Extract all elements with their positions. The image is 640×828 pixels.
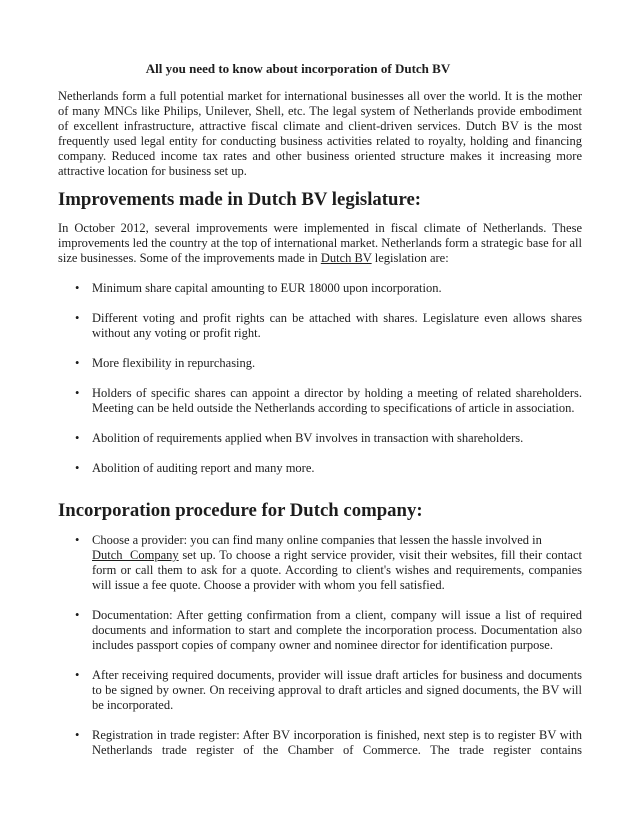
bullet-marker: • <box>75 608 80 622</box>
bullet-marker: • <box>75 311 80 325</box>
document-title: All you need to know about incorporation of Dutch BV <box>145 61 451 76</box>
bullet-text: Abolition of requirements applied when BV involves in transaction with shareholders. <box>92 431 524 445</box>
bullet-text: Different voting and profit rights can be attached with shares. Legislature even allows shares without any voting or profit right. <box>92 311 582 340</box>
dutch-company-link[interactable]: Dutch Company <box>92 548 179 562</box>
bullet-text: Registration in trade register: After BV incorporation is finished, next step is to register BV with Netherlands trade register of the Chamber of Commerce. The trade register contains <box>92 728 582 757</box>
section-heading-improvements: Improvements made in Dutch BV legislature: <box>58 189 422 210</box>
list-item <box>58 386 582 416</box>
choose-provider-after: set up. To choose a right service provider, visit their websites, fill their contact form or call them to ask for a quote. According to client's wishes and requirements, companies will issue a fee quote. Choose a provider with whom you fell satisfied. <box>92 548 582 592</box>
bullet-marker: • <box>75 431 80 445</box>
bullet-marker: • <box>75 461 80 475</box>
bullet-marker: • <box>75 356 80 370</box>
list-item <box>58 668 582 713</box>
choose-provider-first-line: Choose a provider: you can find many online companies that lessen the hassle involved in <box>92 533 542 547</box>
list-item <box>58 281 582 296</box>
bullet-marker: • <box>75 533 80 547</box>
bullet-text: Minimum share capital amounting to EUR 18000 upon incorporation. <box>92 281 442 295</box>
improvements-intro-before: In October 2012, several improvements were implemented in fiscal climate of Netherlands. These improvements led the country at the top of international market. Netherlands form a strategic base for all size businesses. Some of the improvements made in <box>58 221 582 265</box>
bullet-marker: • <box>75 728 80 742</box>
bullet-text: Holders of specific shares can appoint a director by holding a meeting of related shareholders. Meeting can be held outside the Netherlands according to specifications of article in association. <box>92 386 582 415</box>
choose-provider-rest <box>92 548 582 593</box>
list-item <box>58 533 582 593</box>
bullet-text: After receiving required documents, provider will issue draft articles for business and documents to be signed by owner. On receiving approval to draft articles and signed documents, the BV will be incorporated. <box>92 668 582 712</box>
dutch-bv-link[interactable]: Dutch BV <box>320 251 372 265</box>
bullet-marker: • <box>75 668 80 682</box>
bullet-marker: • <box>75 281 80 295</box>
list-item <box>58 461 582 476</box>
improvements-intro-paragraph <box>58 221 582 266</box>
intro-paragraph: Netherlands form a full potential market for international businesses all over the world. It is the mother of many MNCs like Philips, Unilever, Shell, etc. The legal system of Netherlands provide embodiment of excellent infrastructure, attractive fiscal climate and client-driven services. Dutch BV is the most frequently used legal entity for conducting business activities related to royalty, holding and financing company. Reduced income tax rates and other business oriented structure makes it increasing more attractive location for business set up. <box>58 89 582 178</box>
list-item <box>58 431 582 446</box>
list-item <box>58 356 582 371</box>
procedure-list <box>58 533 582 758</box>
list-item <box>58 311 582 341</box>
bullet-text: Abolition of auditing report and many more. <box>92 461 315 475</box>
bullet-marker: • <box>75 386 80 400</box>
list-item <box>58 608 582 653</box>
list-item <box>58 728 582 758</box>
section-heading-procedure: Incorporation procedure for Dutch company: <box>58 500 423 521</box>
improvements-intro-after: legislation are: <box>371 251 449 265</box>
improvements-list <box>58 281 582 476</box>
bullet-text: More flexibility in repurchasing. <box>92 356 256 370</box>
bullet-text: Documentation: After getting confirmation from a client, company will issue a list of required documents and information to start and complete the incorporation process. Documentation also includes passport copies of company owner and nominee director for identification purpose. <box>92 608 582 652</box>
